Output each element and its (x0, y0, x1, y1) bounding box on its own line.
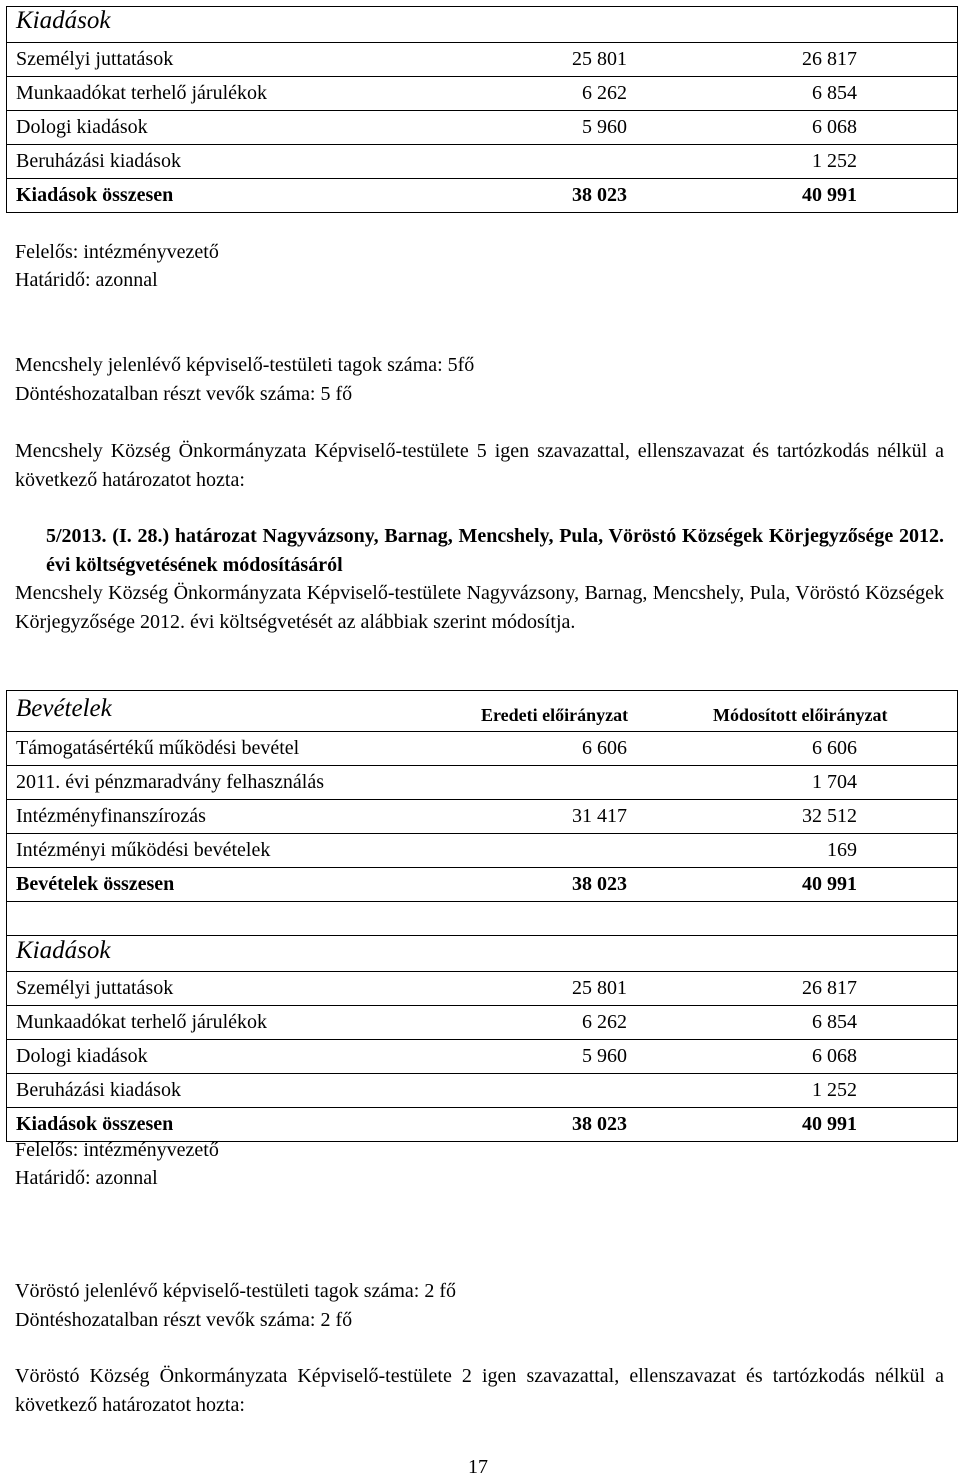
present-members-line: Vöröstó jelenlévő képviselő-testületi tagok száma: 2 fő (15, 1280, 456, 1302)
table-row: Intézményi működési bevételek 169 (7, 834, 958, 868)
column-header-modified: Módosított előirányzat (713, 705, 888, 725)
deadline-line: Határidő: azonnal (15, 1167, 158, 1189)
deadline-line: Határidő: azonnal (15, 269, 158, 291)
responsible-line: Felelős: intézményvezető (15, 241, 219, 263)
table-row: Beruházási kiadások 1 252 (7, 145, 958, 179)
top-expenses-table (6, 6, 958, 213)
section-title-bevetelek: Bevételek (16, 695, 112, 722)
table-header-row (7, 691, 958, 732)
total-row: Kiadások összesen 38 023 40 991 (7, 179, 958, 213)
resolution-body: Mencshely Község Önkormányzata Képviselő-testülete Nagyvázsony, Barnag, Mencshely, Pula, Vöröstó Községek Körjegyzősége 2012. évi költségvetését az alábbiak szerint módosítja. (15, 582, 944, 633)
total-row: Kiadások összesen 38 023 40 991 (7, 1108, 958, 1142)
resolution-title: 5/2013. (I. 28.) határozat Nagyvázsony, Barnag, Mencshely, Pula, Vöröstó Községek Körjegyzősége 2012. évi költségvetésének módosításáról (46, 525, 944, 576)
table-row: Intézményfinanszírozás 31 417 32 512 (7, 800, 958, 834)
table-row: Dologi kiadások 5 960 6 068 (7, 1040, 958, 1074)
voting-members-line: Döntéshozatalban részt vevők száma: 5 fő (15, 383, 353, 405)
table-row: Személyi juttatások 25 801 26 817 (7, 972, 958, 1006)
section-title-kiadasok: Kiadások (16, 937, 111, 964)
table-row: Munkaadókat terhelő járulékok 6 262 6 854 (7, 77, 958, 111)
budget-table (6, 690, 958, 1142)
table-row: Személyi juttatások 25 801 26 817 (7, 43, 958, 77)
section-title-kiadasok: Kiadások (16, 7, 111, 34)
empty-row (7, 902, 958, 936)
voting-members-line: Döntéshozatalban részt vevők száma: 2 fő (15, 1309, 353, 1331)
page-number: 17 (468, 1456, 488, 1478)
table-row: Munkaadókat terhelő járulékok 6 262 6 854 (7, 1006, 958, 1040)
table-row: Beruházási kiadások 1 252 (7, 1074, 958, 1108)
table-header-row (7, 936, 958, 972)
table-row: 2011. évi pénzmaradvány felhasználás 1 704 (7, 766, 958, 800)
responsible-line: Felelős: intézményvezető (15, 1139, 219, 1161)
present-members-line: Mencshely jelenlévő képviselő-testületi tagok száma: 5fő (15, 354, 475, 376)
column-header-original: Eredeti előirányzat (481, 705, 629, 725)
vote-statement: Vöröstó Község Önkormányzata Képviselő-testülete 2 igen szavazattal, ellenszavazat és tartózkodás nélkül a következő határozatot hozta: (15, 1365, 944, 1416)
vote-statement: Mencshely Község Önkormányzata Képviselő-testülete 5 igen szavazattal, ellenszavazat és tartózkodás nélkül a következő határozatot hozta: (15, 440, 944, 491)
table-row: Támogatásértékű működési bevétel 6 606 6 606 (7, 732, 958, 766)
table-row: Dologi kiadások 5 960 6 068 (7, 111, 958, 145)
total-row: Bevételek összesen 38 023 40 991 (7, 868, 958, 902)
